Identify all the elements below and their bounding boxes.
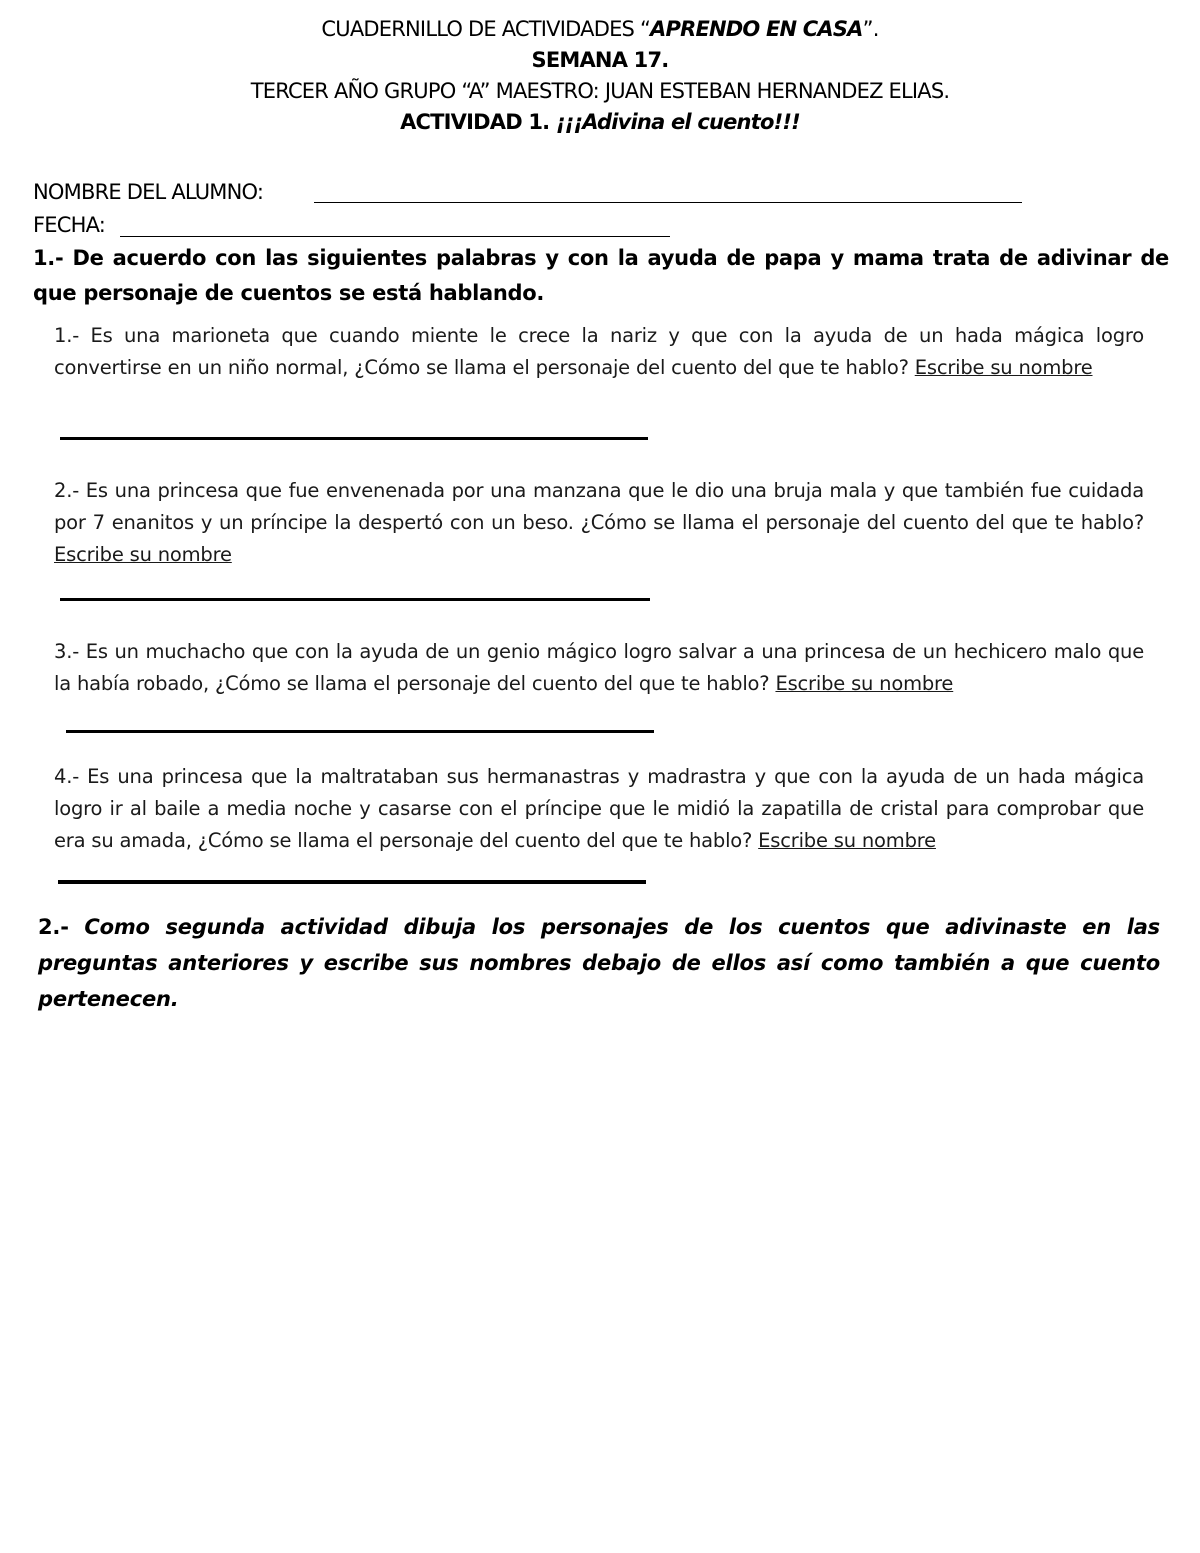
activity2-instructions: 2.- Como segunda actividad dibuja los personajes de los cuentos que adivinaste en las preguntas anteriores y escribe sus nombres debajo de ellos así como también a que cuento pertenecen. [38,915,1160,1011]
booklet-title: CUADERNILLO DE ACTIVIDADES “APRENDO EN CASA”. [321,17,879,41]
group-teacher-line: TERCER AÑO GRUPO “A” MAESTRO: JUAN ESTEBAN HERNANDEZ ELIAS. [250,79,950,103]
student-name-label: NOMBRE DEL ALUMNO: [33,180,264,204]
answer-line-1[interactable] [60,437,648,440]
activity-title: ACTIVIDAD 1. ¡¡¡Adivina el cuento!!! [400,110,800,134]
question-1-prompt: Escribe su nombre [914,356,1093,379]
worksheet-header [0,14,1200,138]
question-4: 4.- Es una princesa que la maltrataban sus hermanastras y madrastra y que con la ayuda de un hada mágica logro ir al baile a media noche y casarse con el príncipe que le midió la zapatilla de cristal para comprobar que era su amada, ¿Cómo se llama el personaje del cuento del que te hablo? Escribe su nombre [54,765,1144,852]
question-1: 1.- Es una marioneta que cuando miente le crece la nariz y que con la ayuda de un hada mágica logro convertirse en un niño normal, ¿Cómo se llama el personaje del cuento del que te hablo? Escribe su nombre [54,324,1144,379]
question-2-prompt: Escribe su nombre [54,543,232,566]
question-3: 3.- Es un muchacho que con la ayuda de un genio mágico logro salvar a una princesa de un hechicero malo que la había robado, ¿Cómo se llama el personaje del cuento del que te hablo? Escribe su nombre [54,640,1144,695]
date-field[interactable] [120,213,670,237]
answer-line-3[interactable] [66,730,654,733]
question-3-prompt: Escribe su nombre [775,672,954,695]
question-2: 2.- Es una princesa que fue envenenada por una manzana que le dio una bruja mala y que también fue cuidada por 7 enanitos y un príncipe la despertó con un beso. ¿Cómo se llama el personaje del cuento del que te hablo? Escribe su nombre [54,479,1144,566]
week-label: SEMANA 17. [531,48,669,72]
answer-line-2[interactable] [60,598,650,601]
student-name-field[interactable] [314,180,1022,203]
date-label: FECHA: [33,213,106,237]
answer-line-4[interactable] [58,880,646,884]
activity1-instructions: 1.- De acuerdo con las siguientes palabras y con la ayuda de papa y mama trata de adivinar de que personaje de cuentos se está hablando. [33,246,1169,305]
question-4-prompt: Escribe su nombre [758,829,936,852]
